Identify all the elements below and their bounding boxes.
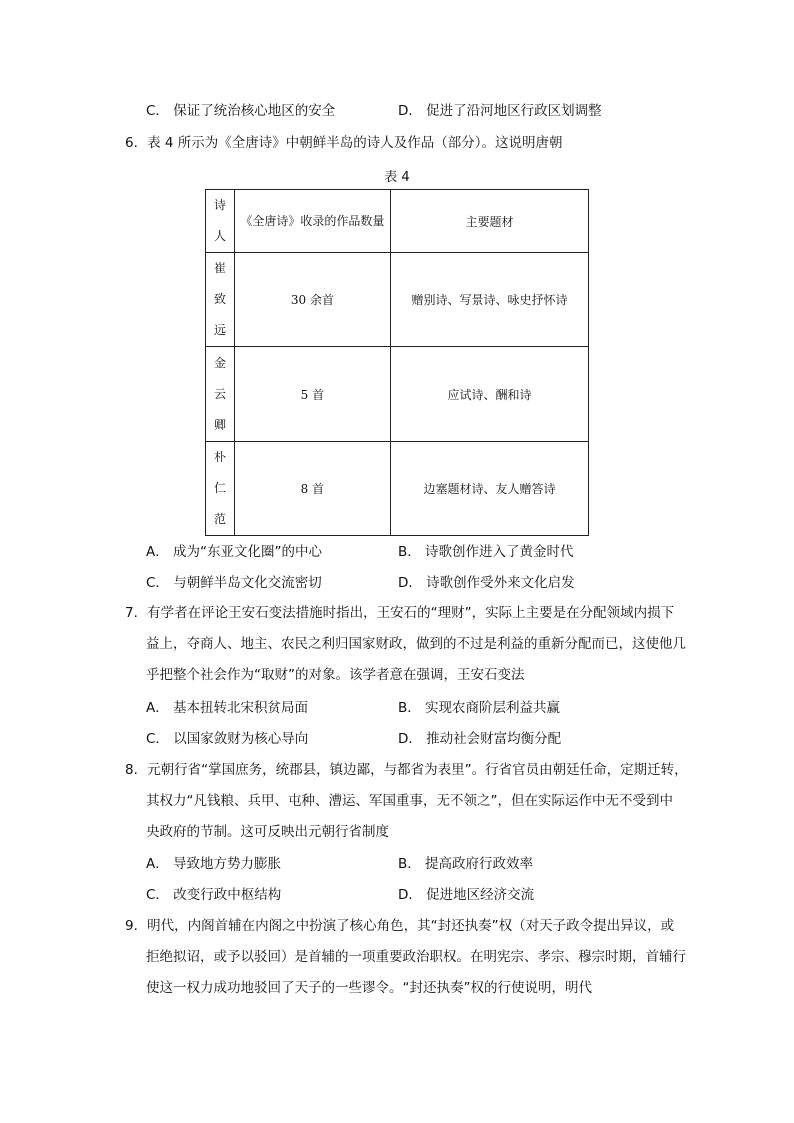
q8-stem-line-3: 央政府的节制。这可反映出元朝行省制度 bbox=[146, 824, 389, 840]
cell-count: 30 余首 bbox=[234, 253, 390, 347]
table-caption: 表 4 bbox=[384, 170, 410, 185]
q6-option-b: B． 诗歌创作进入了黄金时代 bbox=[398, 544, 574, 560]
q6-option-d: D． 诗歌创作受外来文化启发 bbox=[398, 575, 575, 591]
cell-count: 8 首 bbox=[234, 441, 390, 535]
cell-count: 5 首 bbox=[234, 347, 390, 441]
cell-theme: 赠别诗、写景诗、咏史抒怀诗 bbox=[390, 253, 588, 347]
table-row bbox=[206, 347, 589, 441]
q7-option-d: D． 推动社会财富均衡分配 bbox=[398, 731, 562, 747]
q8-option-a: A． 导致地方势力膨胀 bbox=[146, 856, 282, 872]
poets-table bbox=[205, 189, 589, 536]
q9-stem-line-3: 使这一权力成功地驳回了天子的一些谬令。“封还执奏”权的行使说明，明代 bbox=[146, 980, 592, 996]
q7-stem-line-3: 乎把整个社会作为“取财”的对象。该学者意在强调，王安石变法 bbox=[146, 667, 525, 683]
q8-option-c: C． 改变行政中枢结构 bbox=[146, 887, 282, 903]
q8-stem-line-2: 其权力“凡钱粮、兵甲、屯种、漕运、军国重事，无不领之”，但在实际运作中无不受到中 bbox=[146, 793, 673, 809]
cell-poet: 金云卿 bbox=[206, 347, 235, 441]
q7-option-c: C． 以国家敛财为核心导向 bbox=[146, 731, 309, 747]
q7-option-b: B． 实现农商阶层利益共赢 bbox=[398, 700, 561, 716]
cell-poet: 朴仁范 bbox=[206, 441, 235, 535]
q5-option-c: C． 保证了统治核心地区的安全 bbox=[146, 103, 336, 119]
q7-stem-line-1: 7．有学者在评论王安石变法措施时指出，王安石的“理财”，实际上主要是在分配领域内损下 bbox=[125, 605, 675, 621]
q7-option-a: A． 基本扭转北宋积贫局面 bbox=[146, 700, 309, 716]
cell-theme: 边塞题材诗、友人赠答诗 bbox=[390, 441, 588, 535]
table-row bbox=[206, 253, 589, 347]
q7-stem-line-2: 益上，夺商人、地主、农民之利归国家财政，做到的不过是利益的重新分配而已，这使他几 bbox=[146, 636, 686, 652]
header-count: 《全唐诗》收录的作品数量 bbox=[234, 190, 390, 253]
header-theme: 主要题材 bbox=[390, 190, 588, 253]
q8-option-b: B． 提高政府行政效率 bbox=[398, 856, 534, 872]
header-poet: 诗人 bbox=[206, 190, 235, 253]
q8-stem-line-1: 8．元朝行省“掌国庶务，统郡县，镇边鄙，与都省为表里”。行省官员由朝廷任命，定期迁转， bbox=[125, 762, 688, 778]
q6-option-c: C． 与朝鲜半岛文化交流密切 bbox=[146, 575, 322, 591]
table-header-row bbox=[206, 190, 589, 253]
cell-poet: 崔致远 bbox=[206, 253, 235, 347]
table-row bbox=[206, 441, 589, 535]
q5-option-d: D． 促进了沿河地区行政区划调整 bbox=[398, 103, 602, 119]
q9-stem-line-1: 9．明代，内阁首辅在内阁之中扮演了核心角色，其“封还执奏”权（对天子政令提出异议，或 bbox=[125, 918, 675, 934]
q9-stem-line-2: 拒绝拟诏，或予以驳回）是首辅的一项重要政治职权。在明宪宗、孝宗、穆宗时期，首辅行 bbox=[146, 949, 686, 965]
q6-option-a: A． 成为“东亚文化圈”的中心 bbox=[146, 544, 323, 560]
q8-option-d: D． 促进地区经济交流 bbox=[398, 887, 535, 903]
cell-theme: 应试诗、酬和诗 bbox=[390, 347, 588, 441]
q6-stem: 6．表 4 所示为《全唐诗》中朝鲜半岛的诗人及作品（部分）。这说明唐朝 bbox=[125, 135, 563, 151]
